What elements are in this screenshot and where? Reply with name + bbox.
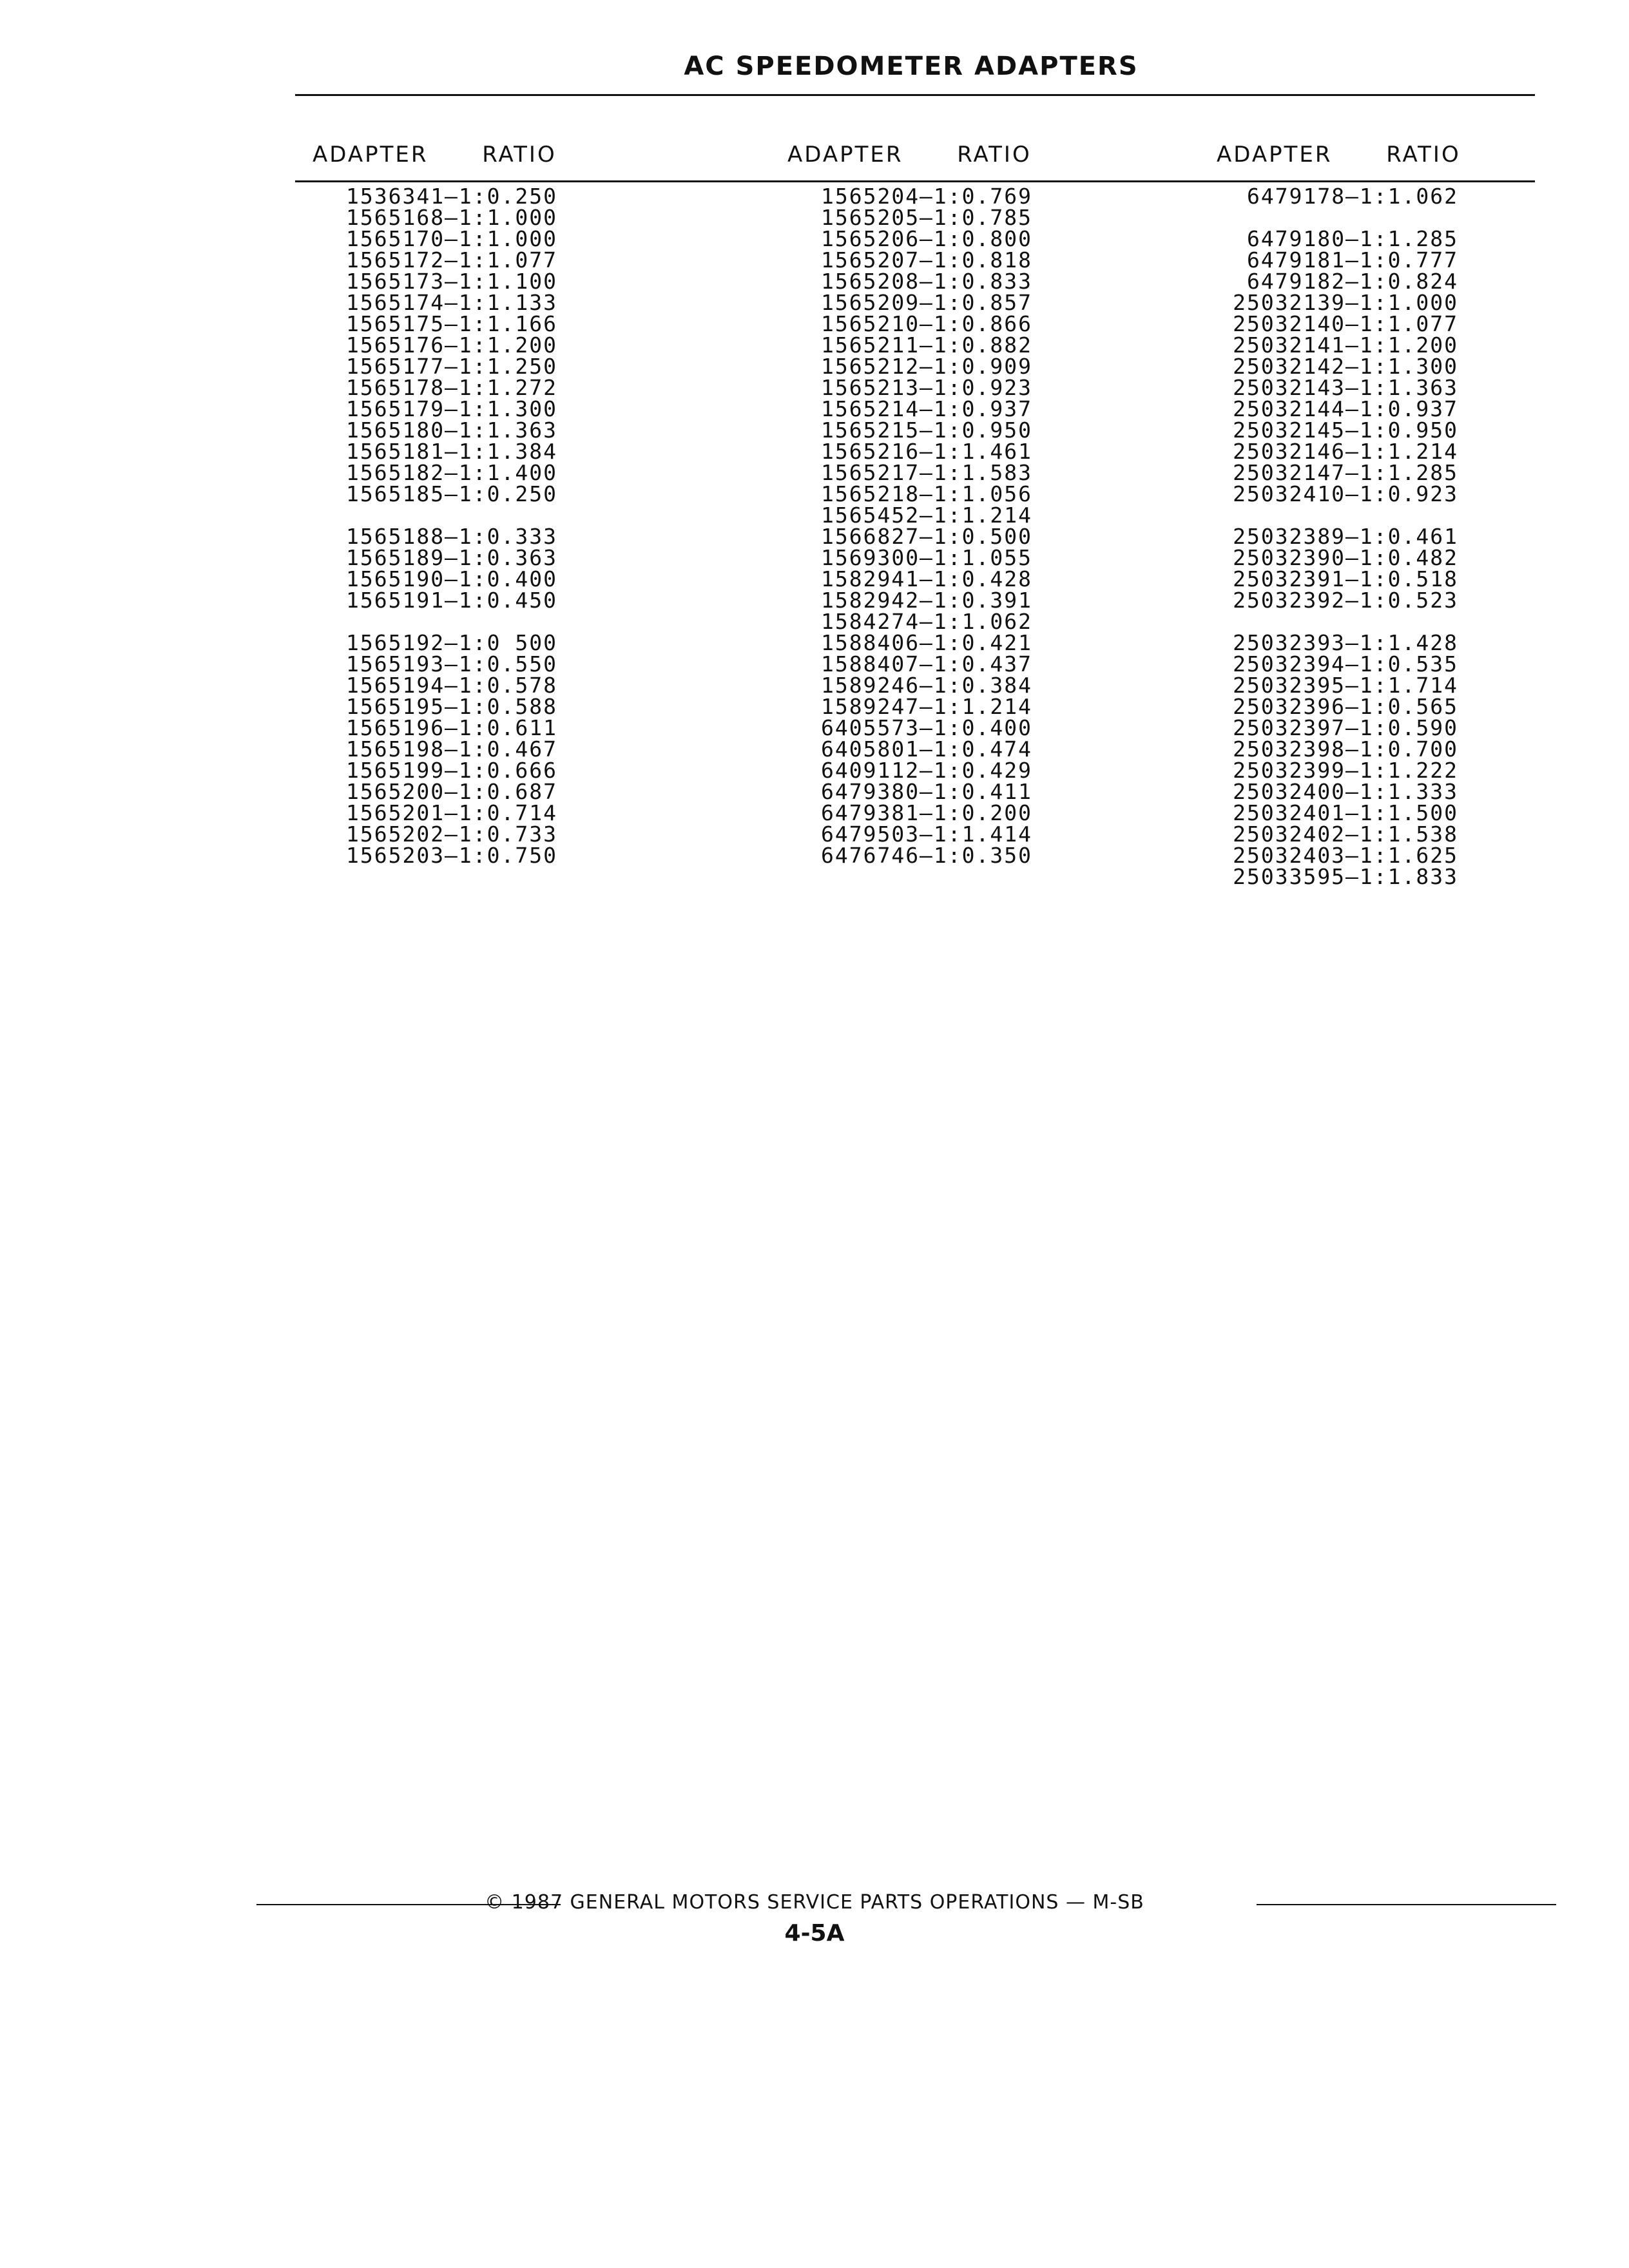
ratio-header: RATIO <box>1386 142 1461 168</box>
adapter-row: 6479380—1:0.411 <box>820 779 1032 804</box>
adapter-row: 1565174—1:1.133 <box>345 290 557 315</box>
adapter-row: 1565195—1:0.588 <box>345 694 557 719</box>
adapter-row: 1565172—1:1.077 <box>345 247 557 273</box>
row-gap <box>1197 505 1458 526</box>
adapter-row: 25032403—1:1.625 <box>1233 843 1458 868</box>
adapter-row: 1565202—1:0.733 <box>345 822 557 847</box>
adapter-row: 25032401—1:1.500 <box>1233 800 1458 825</box>
adapter-row: 1565204—1:0.769 <box>820 184 1032 209</box>
row-gap <box>313 505 557 526</box>
adapter-row: 25032398—1:0.700 <box>1233 736 1458 762</box>
adapter-row: 1565173—1:1.100 <box>345 269 557 294</box>
row-gap <box>1197 611 1458 632</box>
adapter-row: 1565175—1:1.166 <box>345 311 557 336</box>
adapter-row: 1565188—1:0.333 <box>345 524 557 549</box>
adapter-row: 1588406—1:0.421 <box>820 630 1032 655</box>
adapter-row: 25032392—1:0.523 <box>1233 588 1458 613</box>
adapter-row: 1565193—1:0.550 <box>345 651 557 677</box>
page-number: 4-5A <box>784 1920 845 1946</box>
adapter-row: 6479178—1:1.062 <box>1246 184 1458 209</box>
adapter-row: 25032397—1:0.590 <box>1233 715 1458 740</box>
adapter-row: 1565213—1:0.923 <box>820 375 1032 400</box>
adapter-header: ADAPTER <box>787 142 903 168</box>
adapter-row: 1565452—1:1.214 <box>820 503 1032 528</box>
adapter-row: 1565206—1:0.800 <box>820 226 1032 251</box>
row-gap <box>313 611 557 632</box>
adapter-row: 25032394—1:0.535 <box>1233 651 1458 677</box>
adapter-row: 1565181—1:1.384 <box>345 439 557 464</box>
adapter-row: 25032140—1:1.077 <box>1233 311 1458 336</box>
adapter-row: 25032143—1:1.363 <box>1233 375 1458 400</box>
adapter-row: 25032147—1:1.285 <box>1233 460 1458 485</box>
adapter-row: 1565196—1:0.611 <box>345 715 557 740</box>
adapter-header: ADAPTER <box>1217 142 1333 168</box>
ratio-header: RATIO <box>482 142 557 168</box>
column-header-3 <box>1217 142 1461 168</box>
copyright-notice: © 1987 GENERAL MOTORS SERVICE PARTS OPERATIONS — M-SB <box>485 1891 1144 1914</box>
adapter-row: 25032410—1:0.923 <box>1233 481 1458 506</box>
adapter-row: 1565201—1:0.714 <box>345 800 557 825</box>
row-gap <box>1197 207 1458 228</box>
adapter-row: 1565191—1:0.450 <box>345 588 557 613</box>
adapter-row: 1582941—1:0.428 <box>820 566 1032 591</box>
adapter-row: 1565203—1:0.750 <box>345 843 557 868</box>
adapter-row: 25032144—1:0.937 <box>1233 396 1458 421</box>
adapter-row: 25032393—1:1.428 <box>1233 630 1458 655</box>
adapter-row: 1565209—1:0.857 <box>820 290 1032 315</box>
adapter-row: 25032395—1:1.714 <box>1233 673 1458 698</box>
adapter-row: 6479181—1:0.777 <box>1246 247 1458 273</box>
adapter-row: 1584274—1:1.062 <box>820 609 1032 634</box>
adapter-row: 1565185—1:0.250 <box>345 481 557 506</box>
adapter-row: 25032390—1:0.482 <box>1233 545 1458 570</box>
adapter-row: 1565178—1:1.272 <box>345 375 557 400</box>
adapter-row: 25032141—1:1.200 <box>1233 332 1458 358</box>
adapter-row: 6405573—1:0.400 <box>820 715 1032 740</box>
adapter-row: 6405801—1:0.474 <box>820 736 1032 762</box>
adapter-row: 1565192—1:0 500 <box>345 630 557 655</box>
adapter-row: 1565217—1:1.583 <box>820 460 1032 485</box>
adapter-row: 1565168—1:1.000 <box>345 205 557 230</box>
adapter-row: 6409112—1:0.429 <box>820 758 1032 783</box>
adapter-row: 25032145—1:0.950 <box>1233 418 1458 443</box>
adapter-row: 1569300—1:1.055 <box>820 545 1032 570</box>
adapter-row: 1565194—1:0.578 <box>345 673 557 698</box>
adapter-row: 25032146—1:1.214 <box>1233 439 1458 464</box>
adapter-row: 6479180—1:1.285 <box>1246 226 1458 251</box>
adapter-row: 6479503—1:1.414 <box>820 822 1032 847</box>
adapter-row: 25032400—1:1.333 <box>1233 779 1458 804</box>
adapter-row: 1566827—1:0.500 <box>820 524 1032 549</box>
page-title: AC SPEEDOMETER ADAPTERS <box>684 52 1139 81</box>
adapter-row: 1582942—1:0.391 <box>820 588 1032 613</box>
adapter-row: 1565180—1:1.363 <box>345 418 557 443</box>
adapter-header: ADAPTER <box>313 142 429 168</box>
adapter-row: 1565179—1:1.300 <box>345 396 557 421</box>
title-rule <box>295 94 1535 96</box>
adapter-row: 6476746—1:0.350 <box>820 843 1032 868</box>
adapter-row: 1565176—1:1.200 <box>345 332 557 358</box>
adapter-row: 25032389—1:0.461 <box>1233 524 1458 549</box>
column-header-1 <box>313 142 557 168</box>
adapter-row: 1588407—1:0.437 <box>820 651 1032 677</box>
adapter-row: 1565208—1:0.833 <box>820 269 1032 294</box>
adapter-row: 1565218—1:1.056 <box>820 481 1032 506</box>
adapter-row: 25032142—1:1.300 <box>1233 354 1458 379</box>
adapter-row: 1565211—1:0.882 <box>820 332 1032 358</box>
adapter-row: 1536341—1:0.250 <box>345 184 557 209</box>
adapter-row: 25032402—1:1.538 <box>1233 822 1458 847</box>
header-rule <box>295 180 1535 182</box>
ratio-header: RATIO <box>957 142 1032 168</box>
adapter-row: 1565212—1:0.909 <box>820 354 1032 379</box>
adapter-row: 6479182—1:0.824 <box>1246 269 1458 294</box>
adapter-row: 1565189—1:0.363 <box>345 545 557 570</box>
adapter-row: 1565199—1:0.666 <box>345 758 557 783</box>
adapter-row: 1565214—1:0.937 <box>820 396 1032 421</box>
adapter-row: 6479381—1:0.200 <box>820 800 1032 825</box>
adapter-row: 1565170—1:1.000 <box>345 226 557 251</box>
adapter-column-3 <box>1197 186 1458 887</box>
adapter-row: 1565198—1:0.467 <box>345 736 557 762</box>
adapter-row: 25032399—1:1.222 <box>1233 758 1458 783</box>
adapter-row: 25032391—1:0.518 <box>1233 566 1458 591</box>
adapter-row: 25032396—1:0.565 <box>1233 694 1458 719</box>
adapter-row: 1565190—1:0.400 <box>345 566 557 591</box>
adapter-row: 25032139—1:1.000 <box>1233 290 1458 315</box>
adapter-row: 25033595—1:1.833 <box>1233 864 1458 889</box>
adapter-row: 1565177—1:1.250 <box>345 354 557 379</box>
adapter-row: 1565200—1:0.687 <box>345 779 557 804</box>
adapter-column-1 <box>313 186 557 866</box>
adapter-row: 1565210—1:0.866 <box>820 311 1032 336</box>
adapter-row: 1565215—1:0.950 <box>820 418 1032 443</box>
column-header-2 <box>787 142 1032 168</box>
adapter-row: 1589247—1:1.214 <box>820 694 1032 719</box>
adapter-row: 1565205—1:0.785 <box>820 205 1032 230</box>
adapter-row: 1565182—1:1.400 <box>345 460 557 485</box>
adapter-column-2 <box>787 186 1032 866</box>
adapter-row: 1589246—1:0.384 <box>820 673 1032 698</box>
adapter-row: 1565207—1:0.818 <box>820 247 1032 273</box>
adapter-row: 1565216—1:1.461 <box>820 439 1032 464</box>
